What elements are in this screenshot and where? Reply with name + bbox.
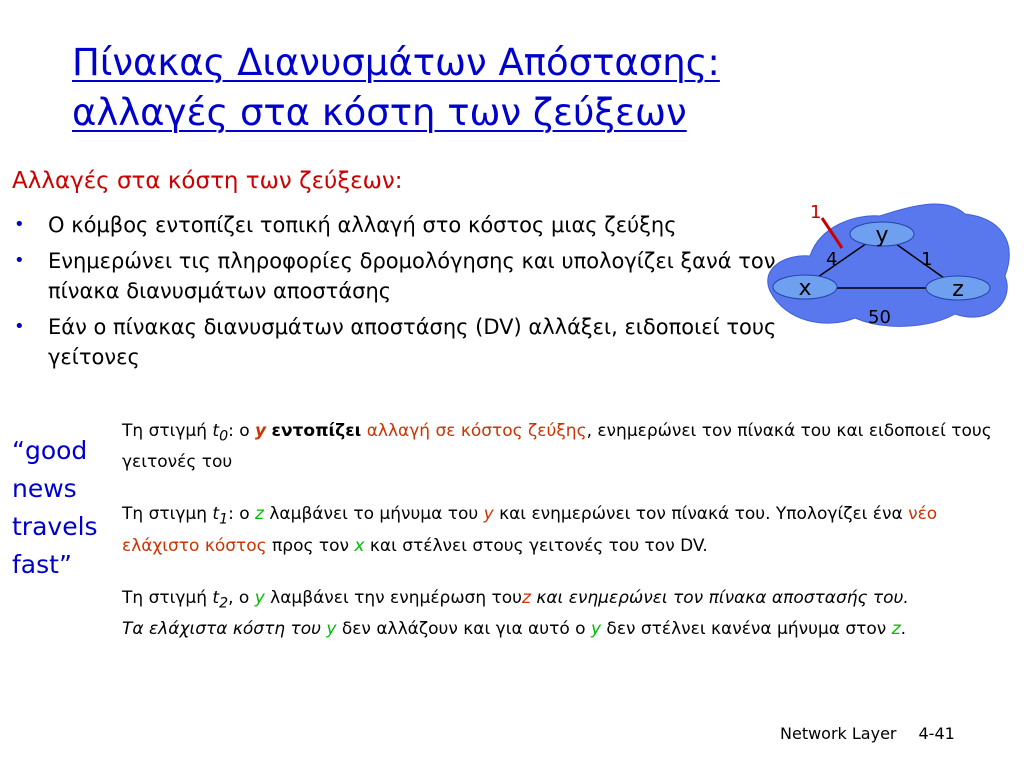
footer-chapter: Network Layer bbox=[780, 724, 897, 743]
text-run: : ο bbox=[228, 504, 256, 525]
bullet-item bbox=[12, 246, 802, 306]
text-run: Τη στιγμη bbox=[122, 504, 213, 525]
node-z-ref: z bbox=[521, 587, 531, 608]
paragraph-t1 bbox=[122, 501, 1002, 558]
node-z-ref: z bbox=[891, 619, 901, 640]
bullet-text: Ενημερώνει τις πληροφορίες δρομολόγησης και υπολογίζει ξανά τον πίνακα διανυσμάτων αποστάσης bbox=[48, 249, 776, 303]
node-y-label: y bbox=[875, 223, 889, 248]
node-y-ref: y bbox=[254, 587, 265, 608]
bullet-list bbox=[12, 210, 802, 378]
text-run: προς τον bbox=[266, 535, 355, 556]
link-x-y-new-cost: 1 bbox=[810, 202, 822, 223]
node-z-ref: z bbox=[255, 504, 264, 525]
paragraph-t0 bbox=[122, 418, 1002, 475]
network-diagram-svg bbox=[760, 196, 1020, 336]
bullet-item bbox=[12, 210, 802, 240]
time-subscript: 1 bbox=[219, 511, 229, 528]
slide-footer bbox=[780, 724, 977, 743]
bullet-dot: • bbox=[14, 214, 25, 235]
bullet-dot: • bbox=[14, 316, 25, 337]
node-y-ref: y bbox=[590, 619, 602, 640]
text-run: και στέλνει στους γειτονές του τον DV. bbox=[364, 535, 708, 556]
text-run: δεν αλλάζουν και για αυτό ο bbox=[336, 619, 591, 640]
title-line-1: Πίνακας Διανυσμάτων Απόστασης: bbox=[72, 41, 720, 84]
bullet-dot: • bbox=[14, 250, 25, 271]
text-run: δεν στέλνει κανένα μήνυμα στον bbox=[601, 619, 892, 640]
time-symbol: t bbox=[212, 421, 220, 441]
time-symbol: t bbox=[212, 504, 220, 525]
time-subscript: 2 bbox=[219, 595, 229, 612]
text-run: λαμβάνει την ενημέρωση του bbox=[264, 587, 522, 608]
time-symbol: t bbox=[212, 587, 220, 608]
node-y-ref: y bbox=[483, 504, 494, 525]
node-x-label: x bbox=[798, 276, 812, 301]
node-x-ref: x bbox=[354, 535, 365, 556]
node-y-ref: y bbox=[255, 421, 267, 441]
link-x-z-cost: 50 bbox=[868, 307, 891, 328]
node-y-ref: y bbox=[326, 619, 337, 640]
link-y-z-cost: 1 bbox=[921, 249, 933, 270]
text-run: . bbox=[900, 619, 907, 640]
text-run: λαμβάνει το μήνυμα του bbox=[263, 504, 484, 525]
text-run: Τα ελάχιστα κόστη του bbox=[122, 619, 327, 640]
explanation-text bbox=[122, 418, 1002, 668]
text-run: και ενημερώνει τον πίνακα αποστασής του. bbox=[530, 587, 909, 608]
slogan-line: fast” bbox=[12, 550, 72, 579]
good-news-slogan bbox=[12, 432, 132, 584]
text-run: , ενημερώνει τον πίνακά του και ειδοποιεί τους γειτονές του bbox=[122, 421, 992, 473]
slide-title bbox=[72, 38, 832, 138]
node-z-label: z bbox=[952, 277, 964, 302]
time-subscript: 0 bbox=[219, 428, 229, 445]
detects-word: εντοπίζει bbox=[271, 421, 362, 441]
slogan-line: news bbox=[12, 474, 77, 503]
text-run: , ο bbox=[228, 587, 255, 608]
link-x-y-cost: 4 bbox=[826, 249, 838, 270]
slogan-line: travels bbox=[12, 512, 98, 541]
slogan-line: “good bbox=[12, 436, 88, 465]
bullet-item bbox=[12, 312, 802, 372]
text-run: Τη στιγμή bbox=[122, 587, 213, 608]
bullet-text: Εάν ο πίνακας διανυσμάτων αποστάσης (DV) αλλάξει, ειδοποιεί τους γείτονες bbox=[48, 315, 777, 369]
new-min-cost-phrase: νέο ελάχιστο κόστος bbox=[122, 504, 938, 556]
text-run: : ο bbox=[228, 421, 256, 441]
title-line-2: αλλαγές στα κόστη των ζεύξεων bbox=[72, 91, 687, 134]
bullet-text: Ο κόμβος εντοπίζει τοπική αλλαγή στο κόστος μιας ζεύξης bbox=[48, 213, 677, 237]
text-run: Τη στιγμή bbox=[122, 421, 213, 441]
slide-number: 4-41 bbox=[918, 724, 955, 743]
section-heading: Αλλαγές στα κόστη των ζεύξεων: bbox=[12, 168, 403, 194]
link-cost-change-phrase: αλλαγή σε κόστος ζεύξης bbox=[366, 421, 587, 441]
text-run: και ενημερώνει τον πίνακά του. Υπολογίζει ένα bbox=[493, 504, 909, 525]
paragraph-t2 bbox=[122, 585, 1002, 642]
network-diagram bbox=[760, 196, 1020, 336]
